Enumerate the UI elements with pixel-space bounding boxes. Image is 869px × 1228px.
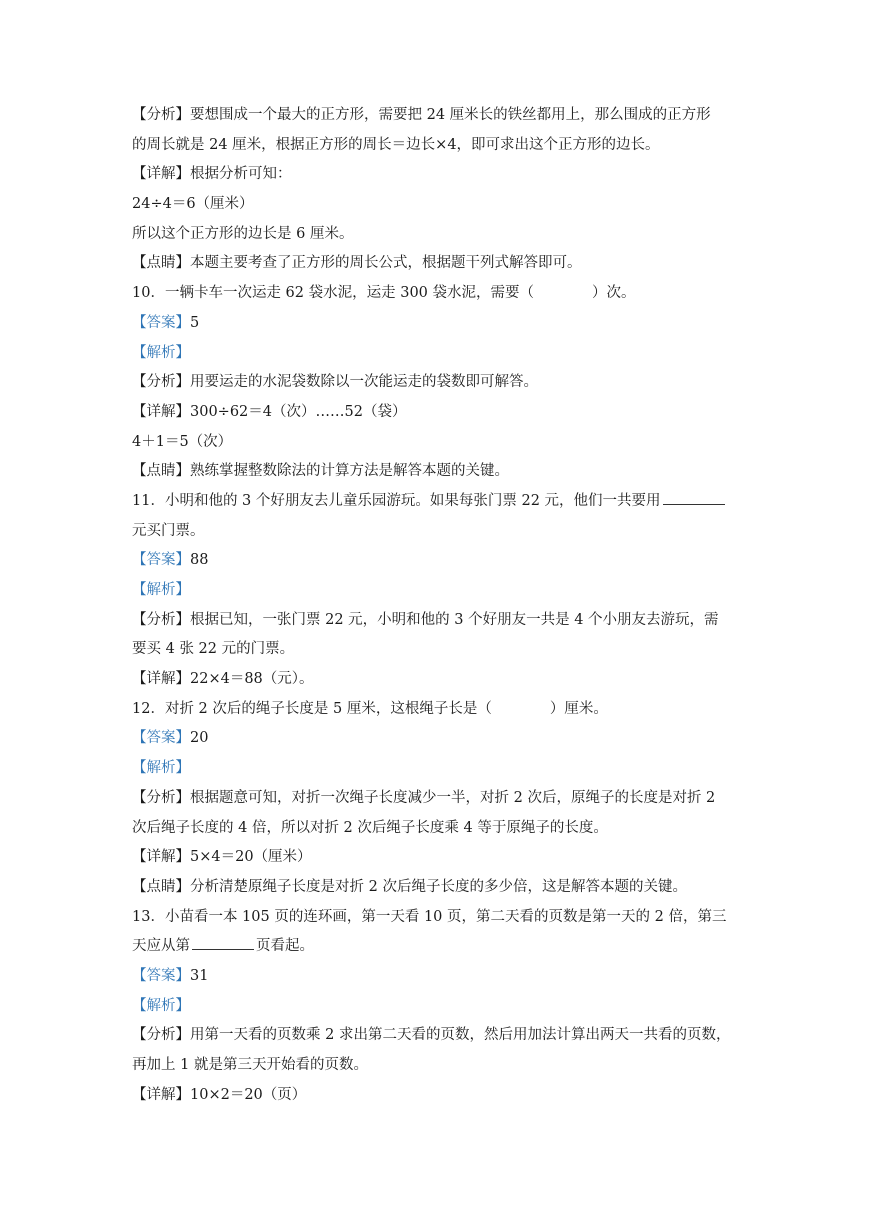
analysis-label: 【解析】	[132, 997, 190, 1014]
text-line	[132, 398, 742, 428]
text-line	[132, 665, 742, 695]
text-line	[132, 843, 742, 873]
text-line	[132, 903, 742, 933]
answer-value: 31	[190, 967, 209, 984]
question-text-end: ）厘米。	[549, 700, 608, 717]
question-text: 11．小明和他的 3 个好朋友去儿童乐园游玩。如果每张门票 22 元，他们一共要用	[132, 492, 661, 509]
analysis-label: 【解析】	[132, 582, 190, 598]
answer-label: 【答案】	[132, 967, 190, 984]
line-text: 【分析】根据题意可知，对折一次绳子长度减少一半，对折 2 次后，原绳子的长度是对折 2	[132, 789, 716, 806]
line-text: 【分析】用要运走的水泥袋数除以一次能运走的袋数即可解答。	[132, 374, 538, 391]
line-text: 【点睛】熟练掌握整数除法的计算方法是解答本题的关键。	[132, 463, 509, 480]
text-line	[132, 190, 742, 220]
line-text: 【详解】10×2＝20（页）	[132, 1086, 307, 1103]
line-text: 24÷4＝6（厘米）	[132, 196, 254, 213]
answer-label: 【答案】	[132, 314, 190, 331]
text-line	[132, 724, 742, 754]
text-line	[132, 606, 742, 636]
answer-label: 【答案】	[132, 552, 190, 569]
answer-value: 20	[190, 730, 209, 747]
text-line	[132, 368, 742, 398]
text-line	[132, 1081, 742, 1111]
document-body	[132, 101, 742, 1110]
text-line	[132, 635, 742, 665]
analysis-label: 【解析】	[132, 344, 190, 361]
line-text: 所以这个正方形的边长是 6 厘米。	[132, 225, 354, 242]
text-line	[132, 873, 742, 903]
analysis-label: 【解析】	[132, 760, 190, 777]
text-line	[132, 754, 742, 784]
line-text: 4＋1＝5（次）	[132, 433, 233, 450]
line-text: 的周长就是 24 厘米，根据正方形的周长＝边长×4，即可求出这个正方形的边长。	[132, 136, 660, 153]
line-text: 【分析】要想围成一个最大的正方形，需要把 24 厘米长的铁丝都用上，那么围成的正方形	[132, 107, 711, 123]
text-line	[132, 932, 742, 962]
text-line	[132, 457, 742, 487]
text-line	[132, 339, 742, 369]
line-text: 【点睛】分析清楚原绳子长度是对折 2 次后绳子长度的多少倍，这是解答本题的关键。	[132, 878, 687, 895]
text-line	[132, 1051, 742, 1081]
question-text-end: ）次。	[592, 285, 636, 302]
line-text: 再加上 1 就是第三天开始看的页数。	[132, 1057, 368, 1073]
text-line	[132, 220, 742, 250]
line-text: 【详解】300÷62＝4（次）……52（袋）	[132, 403, 407, 420]
text-line	[132, 249, 742, 279]
text-line	[132, 546, 742, 576]
answer-label: 【答案】	[132, 730, 190, 747]
line-text: 要买 4 张 22 元的门票。	[132, 641, 295, 658]
text-line	[132, 309, 742, 339]
text-line	[132, 814, 742, 844]
line-text: 次后绳子长度的 4 倍，所以对折 2 次后绳子长度乘 4 等于原绳子的长度。	[132, 819, 608, 836]
line-text: 【分析】根据已知，一张门票 22 元，小明和他的 3 个好朋友一共是 4 个小朋友去游玩，需	[132, 611, 719, 628]
question-text: 12．对折 2 次后的绳子长度是 5 厘米，这根绳子长是（	[132, 700, 492, 717]
question-text: 天应从第	[132, 938, 190, 955]
text-line	[132, 784, 742, 814]
line-text: 【点睛】本题主要考查了正方形的周长公式，根据题干列式解答即可。	[132, 255, 582, 272]
line-text: 元买门票。	[132, 522, 205, 539]
text-line	[132, 131, 742, 161]
text-line	[132, 992, 742, 1022]
line-text: 【详解】22×4＝88（元）。	[132, 671, 314, 688]
text-line	[132, 101, 742, 131]
text-line	[132, 279, 742, 309]
text-line	[132, 487, 742, 517]
fill-in-blank	[192, 935, 254, 950]
text-line	[132, 695, 742, 725]
line-text: 【分析】用第一天看的页数乘 2 求出第二天看的页数，然后用加法计算出两天一共看的页数，	[132, 1027, 731, 1044]
text-line	[132, 160, 742, 190]
fill-in-blank	[663, 490, 725, 505]
text-line	[132, 428, 742, 458]
line-text: 【详解】5×4＝20（厘米）	[132, 849, 312, 866]
text-line	[132, 576, 742, 606]
answer-value: 88	[190, 552, 209, 569]
question-text-end: 页看起。	[256, 938, 314, 955]
line-text: 13．小苗看一本 105 页的连环画，第一天看 10 页，第二天看的页数是第一天的 2 倍，第三	[132, 908, 727, 925]
answer-value: 5	[190, 314, 200, 331]
question-text: 10．一辆卡车一次运走 62 袋水泥，运走 300 袋水泥，需要（	[132, 285, 535, 302]
text-line	[132, 962, 742, 992]
text-line	[132, 517, 742, 547]
text-line	[132, 1021, 742, 1051]
line-text: 【详解】根据分析可知：	[132, 166, 292, 183]
